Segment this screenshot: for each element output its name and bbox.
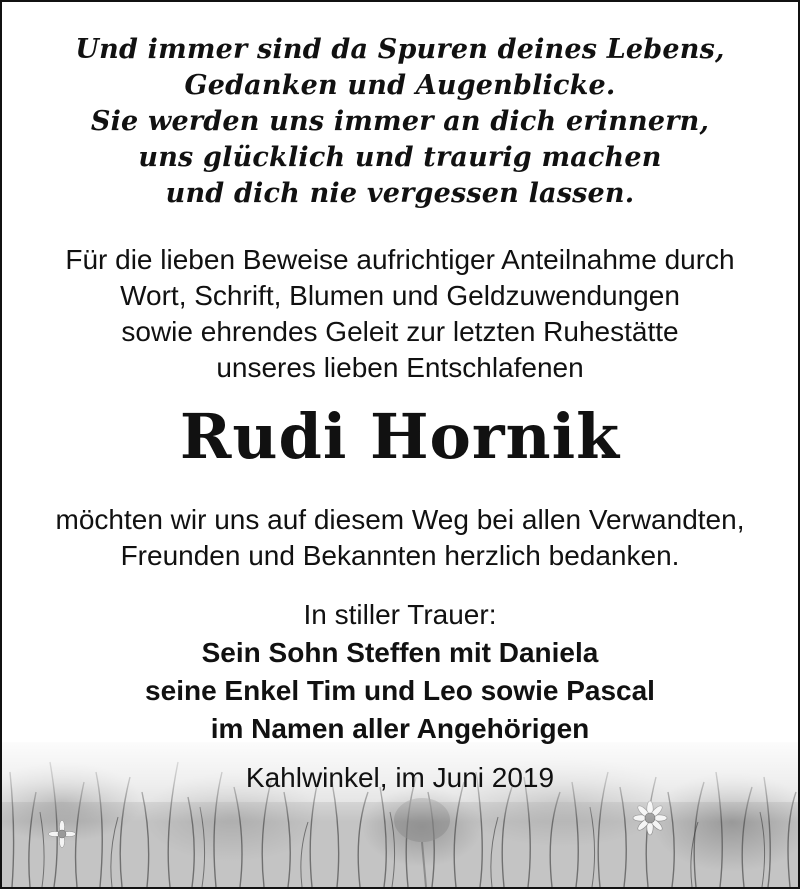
poem-line: Und immer sind da Spuren deines Lebens, (75, 34, 725, 65)
closing-line: möchten wir uns auf diesem Weg bei allen Verwandten, (55, 504, 745, 535)
mourner-line: im Namen aller Angehörigen (210, 713, 590, 744)
thanks-paragraph (2, 242, 798, 386)
thanks-line: Wort, Schrift, Blumen und Geldzuwendungen (120, 280, 680, 311)
deceased-name: Rudi Hornik (179, 400, 621, 473)
poem-line: Sie werden uns immer an dich erinnern, (90, 106, 710, 137)
mourners-block (2, 596, 798, 748)
memorial-poem (2, 32, 798, 212)
thanks-line: unseres lieben Entschlafenen (216, 352, 584, 383)
mourner-line: seine Enkel Tim und Leo sowie Pascal (145, 675, 655, 706)
closing-paragraph (2, 502, 798, 574)
poem-line: Gedanken und Augenblicke. (184, 70, 616, 101)
thanks-line: Für die lieben Beweise aufrichtiger Anteilnahme durch (65, 244, 735, 275)
poem-line: uns glücklich und traurig machen (138, 142, 662, 173)
thanks-line: sowie ehrendes Geleit zur letzten Ruhestätte (121, 316, 679, 347)
poem-line: und dich nie vergessen lassen. (165, 178, 635, 209)
mourner-line: Sein Sohn Steffen mit Daniela (201, 637, 599, 668)
closing-line: Freunden und Bekannten herzlich bedanken. (120, 540, 680, 571)
place-date: Kahlwinkel, im Juni 2019 (245, 762, 555, 793)
obituary-text (2, 2, 798, 887)
mourning-label: In stiller Trauer: (303, 599, 497, 630)
